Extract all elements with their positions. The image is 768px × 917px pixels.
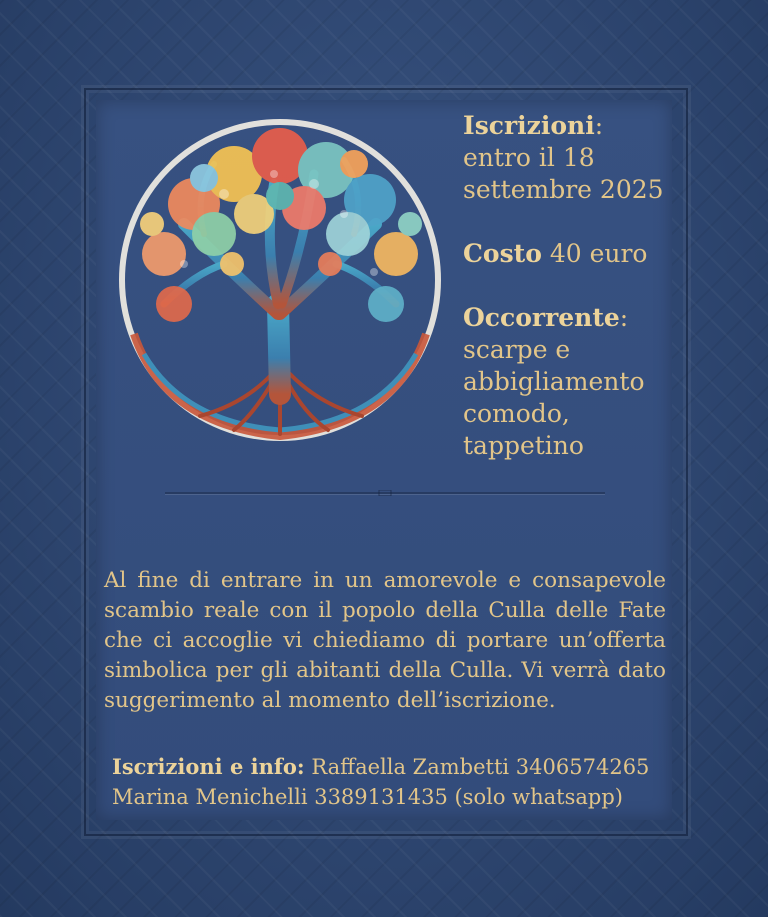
offering-paragraph: Al fine di entrare in un amorevole e consapevole scambio reale con il popolo della Culla delle Fate che ci accoglie vi chiediamo di portare un’offerta simbolica per gli abitanti della Culla. Vi verrà dato suggerimento al momento dell’iscrizione. [104,568,666,713]
contacts-line1 [112,752,672,782]
tree-of-life-icon [104,104,456,456]
iscrizioni-colon: : [594,111,604,140]
contacts-label: Iscrizioni e info: [112,754,305,779]
costo-value: 40 euro [541,239,648,268]
occorrente-label: Occorrente [463,303,620,332]
occorrente-line3: comodo, [463,399,570,428]
occorrente-line2: abbigliamento [463,367,645,396]
occorrente-heading [463,302,673,334]
contacts-block [112,752,672,812]
contact-marina: Marina Menichelli 3389131435 (solo whatsapp) [112,785,623,809]
iscrizioni-heading [463,110,673,142]
costo-line [463,238,673,270]
iscrizioni-label: Iscrizioni [463,111,595,140]
iscrizioni-deadline-line1: entro il 18 [463,143,595,172]
info-block [463,110,673,462]
occorrente-colon: : [619,303,629,332]
costo-label: Costo [463,239,542,268]
iscrizioni-deadline-line2: settembre 2025 [463,175,664,204]
ornamental-divider [165,490,605,496]
occorrente-line4: tappetino [463,431,584,460]
contact-raffaella: Raffaella Zambetti 3406574265 [304,755,650,779]
occorrente-line1: scarpe e [463,335,571,364]
